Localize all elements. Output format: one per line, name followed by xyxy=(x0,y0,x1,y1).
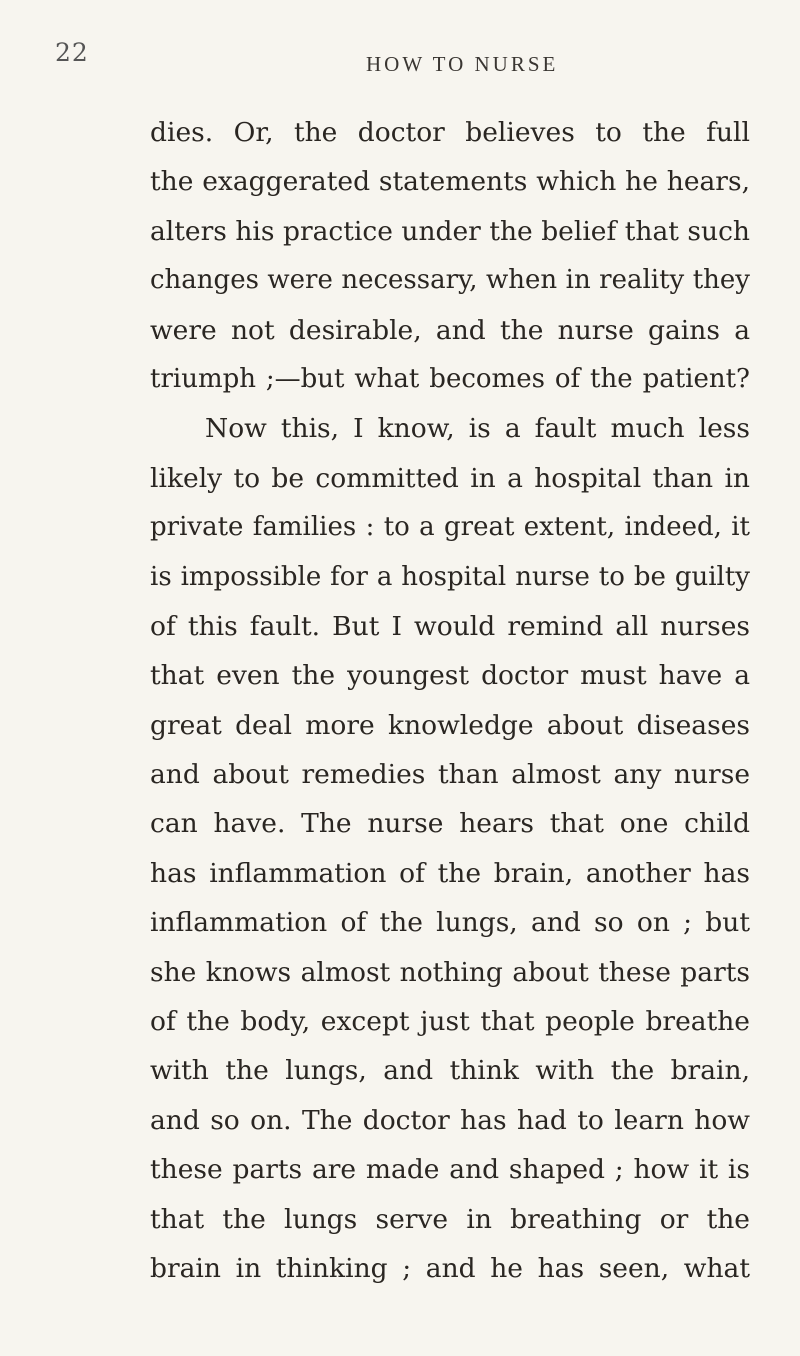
text-line: the exaggerated statements which he hears, xyxy=(150,166,750,198)
text-line: these parts are made and shaped ; how it is xyxy=(150,1154,750,1186)
text-line: likely to be committed in a hospital than in xyxy=(150,462,750,494)
text-line: triumph ;—but what becomes of the patient? xyxy=(150,363,750,394)
text-line: that the lungs serve in breathing or the xyxy=(150,1203,750,1235)
page-number: 22 xyxy=(55,38,89,67)
text-line: alters his practice under the belief that such xyxy=(150,215,750,247)
text-line: were not desirable, and the nurse gains a xyxy=(150,314,750,346)
text-line: of this fault. But I would remind all nurses xyxy=(150,610,750,642)
text-line: can have. The nurse hears that one child xyxy=(150,808,750,840)
text-line: private families : to a great extent, indeed, it xyxy=(150,512,750,543)
text-line: Now this, I know, is a fault much less xyxy=(205,413,750,445)
body-text xyxy=(150,108,750,1293)
text-line: brain in thinking ; and he has seen, what xyxy=(150,1252,750,1284)
text-line: changes were necessary, when in reality they xyxy=(150,265,750,296)
text-line: that even the youngest doctor must have a xyxy=(150,660,750,692)
text-line: and so on. The doctor has had to learn how xyxy=(150,1104,750,1136)
text-line: of the body, except just that people breathe xyxy=(150,1006,750,1038)
text-line: she knows almost nothing about these parts xyxy=(150,956,750,988)
text-line: has inflammation of the brain, another has xyxy=(150,857,750,889)
text-line: dies. Or, the doctor believes to the full xyxy=(150,117,750,148)
running-head: HOW TO NURSE xyxy=(366,52,559,76)
text-line: is impossible for a hospital nurse to be guilty xyxy=(150,561,750,592)
text-line: inflammation of the lungs, and so on ; but xyxy=(150,907,750,939)
text-line: with the lungs, and think with the brain, xyxy=(150,1055,750,1087)
text-line: great deal more knowledge about diseases xyxy=(150,709,750,741)
text-line: and about remedies than almost any nurse xyxy=(150,759,750,791)
